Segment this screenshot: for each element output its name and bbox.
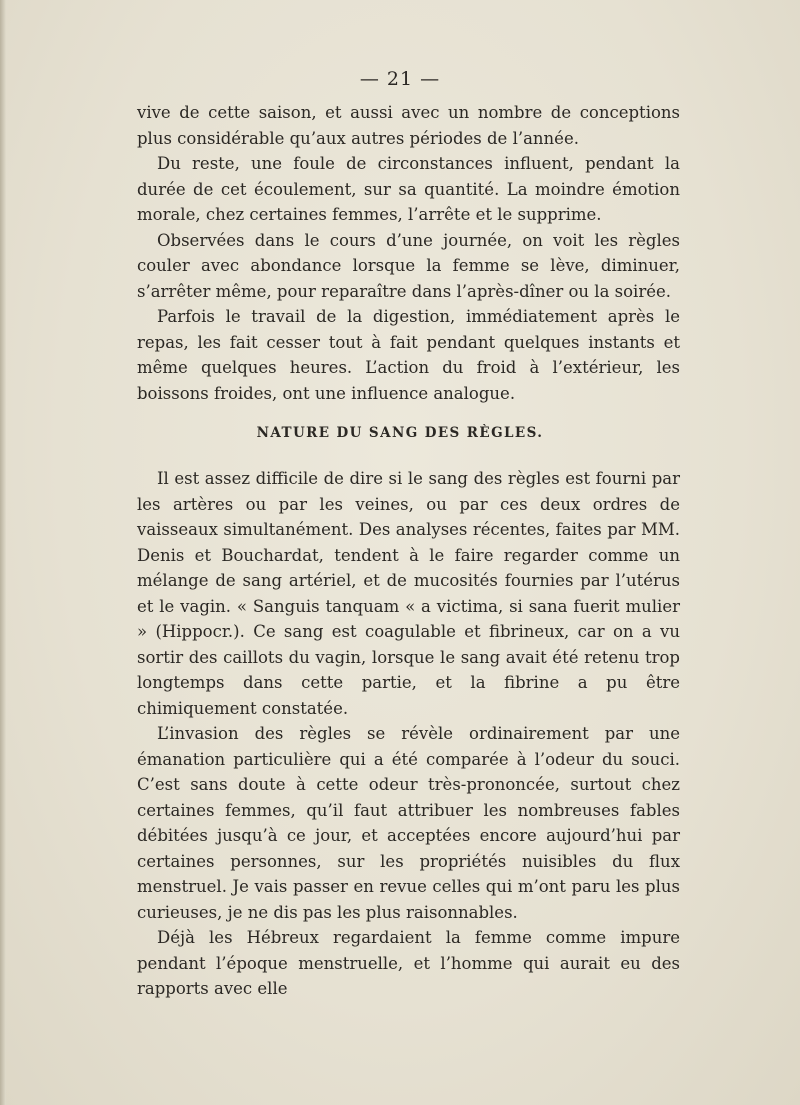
paragraph: Du reste, une foule de circonstances influent, pendant la durée de cet écoulement, sur sa quantité. La moindre émotion morale, chez certaines femmes, l’arrête et le supprime.: [137, 154, 680, 224]
paragraph: Parfois le travail de la digestion, immédiatement après le repas, les fait cesser tout à fait pendant quelques instants et même quelques heures. L’action du froid à l’extérieur, les boissons froides, ont une influence analogue.: [137, 307, 680, 403]
page-binding-edge: [0, 0, 6, 1105]
page-number: — 21 —: [359, 68, 441, 90]
paragraph: Déjà les Hébreux regardaient la femme comme impure pendant l’époque menstruelle, et l’homme qui aurait eu des rapports avec elle: [137, 928, 680, 998]
text-block-bottom: [137, 466, 680, 1002]
paragraph: Observées dans le cours d’une journée, on voit les règles couler avec abondance lorsque la femme se lève, diminuer, s’arrêter même, pour reparaître dans l’après-dîner ou la soirée.: [137, 230, 680, 301]
text-block-top: [137, 100, 680, 406]
paragraph: L’invasion des règles se révèle ordinairement par une émanation particulière qui a été comparée à l’odeur du souci. C’est sans doute à cette odeur très-prononcée, surtout chez certaines femmes, qu’il faut attribuer les nombreuses fables débitées jusqu’à ce jour, et acceptées encore aujourd’hui par certaines personnes, sur les propriétés nuisibles du flux menstruel. Je vais passer en revue celles qui m’ont paru les plus curieuses, je ne dis pas les plus raisonnables.: [137, 724, 680, 922]
paragraph: Il est assez difficile de dire si le sang des règles est fourni par les artères ou par les veines, ou par ces deux ordres de vaisseaux simultanément. Des analyses récentes, faites par MM. Denis et Bouchardat, tendent à le faire regarder comme un mélange de sang artériel, et de mucosités fournies par l’utérus et le vagin. « Sanguis tanquam « a victima, si sana fuerit mulier » (Hippocr.). Ce sang est coagulable et fibrineux, car on a vu sortir des caillots du vagin, lorsque le sang avait été retenu trop longtemps dans cette partie, et la fibrine a pu être chimiquement constatée.: [137, 469, 680, 718]
section-heading: NATURE DU SANG DES RÈGLES.: [256, 425, 544, 441]
paragraph: vive de cette saison, et aussi avec un nombre de conceptions plus considérable qu’aux autres périodes de l’année.: [137, 103, 680, 148]
